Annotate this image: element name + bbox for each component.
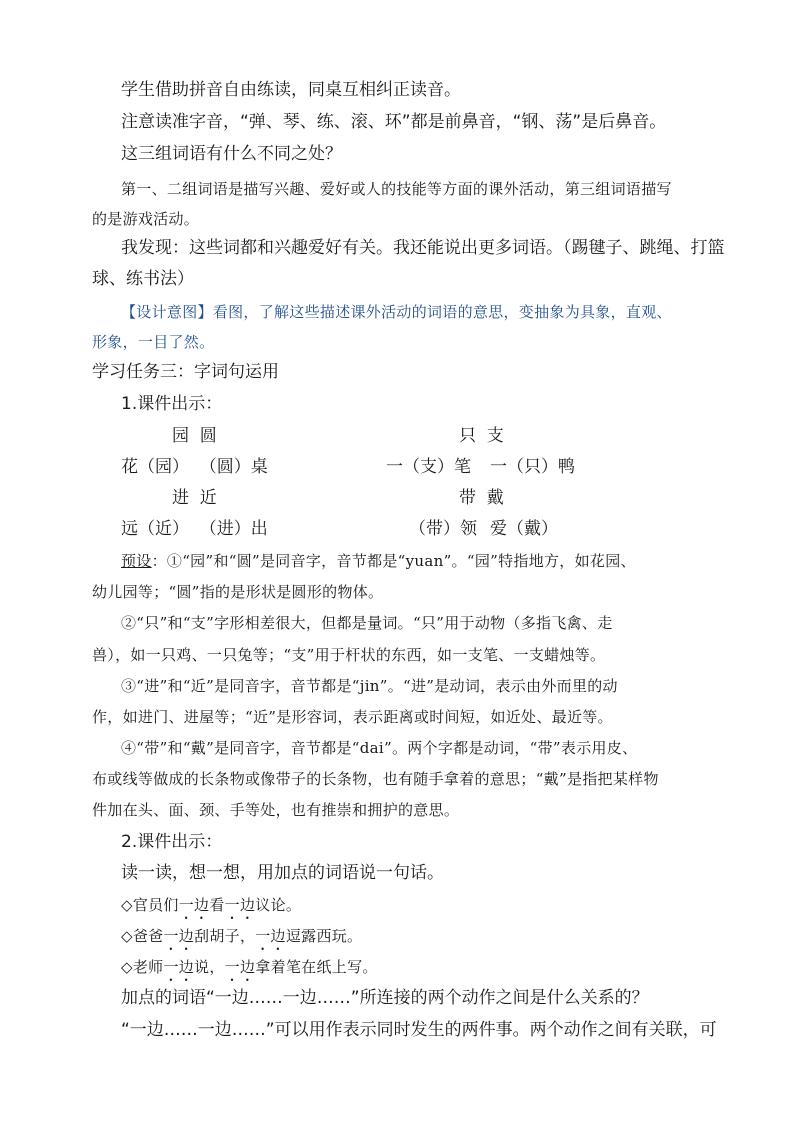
sentence-3-dotted-2: 一边 xyxy=(224,958,256,976)
design-intent-line-1: 【设计意图】看图，了解这些描述课外活动的词语的意思，变抽象为具象，直观、 xyxy=(121,303,672,321)
design-intent-line-2: 形象，一目了然。 xyxy=(92,333,215,351)
sentence-3-part-e: 拿着笔在纸上写。 xyxy=(255,958,378,976)
word-fill-dai-lead: （带）领 xyxy=(409,519,477,539)
sentence-2-dotted-2: 一边 xyxy=(255,927,286,945)
example-sentence-1 xyxy=(121,894,301,923)
sentence-3-dotted-1: 一边 xyxy=(163,958,195,976)
discovery-line-2: 球、练书法） xyxy=(92,269,194,289)
paragraph-pronunciation-note: 注意读准字音，“弹、琴、练、滚、环”都是前鼻音，“钢、荡”是后鼻音。 xyxy=(121,112,667,132)
example-sentence-2 xyxy=(121,925,362,954)
preset-line-9: 件加在头、面、颈、手等处，也有推崇和拥护的意思。 xyxy=(92,801,460,819)
word-fill-zhi-pen: 一（支）笔 xyxy=(386,457,471,477)
sentence-1-part-c: 看 xyxy=(209,896,225,914)
paragraph-reading-practice: 学生借助拼音自由练读，同桌互相纠正读音。 xyxy=(121,80,461,100)
sentence-1-part-a: ◇官员们 xyxy=(121,896,179,914)
section-heading-task-three: 学习任务三：字词句运用 xyxy=(92,362,279,382)
answer-line-2: 的是游戏活动。 xyxy=(92,210,200,228)
word-pair-dai: 带 戴 xyxy=(459,488,504,508)
discovery-line-1: 我发现：这些词都和兴趣爱好有关。我还能说出更多词语。（踢毽子、跳绳、打篮 xyxy=(121,238,725,258)
word-fill-zhi-duck: 一（只）鸭 xyxy=(490,457,575,477)
courseware-heading-1: 1.课件出示： xyxy=(121,394,223,414)
answer-line-1: 第一、二组词语是描写兴趣、爱好或人的技能等方面的课外活动，第三组词语描写 xyxy=(121,180,672,198)
preset-line-1-text: ：①“园”和“圆”是同音字，音节都是“yuan”。“园”特指地方，如花园、 xyxy=(151,552,636,570)
sentence-2-part-a: ◇爸爸 xyxy=(121,927,164,945)
reading-instruction: 读一读，想一想，用加点的词语说一句话。 xyxy=(121,863,444,883)
sentence-3-part-c: 说， xyxy=(194,958,225,976)
sentence-1-dotted-1: 一边 xyxy=(178,896,210,914)
word-pair-jin: 进 近 xyxy=(172,488,217,508)
word-pair-yuan: 园 圆 xyxy=(172,426,217,446)
preset-line-3: ②“只”和“支”字形相差很大，但都是量词。“只”用于动物（多指飞禽、走 xyxy=(121,614,613,632)
preset-label: 预设 xyxy=(121,552,152,570)
sentence-1-dotted-2: 一边 xyxy=(224,896,256,914)
question-relationship: 加点的词语“一边……一边……”所连接的两个动作之间是什么关系的？ xyxy=(121,988,649,1008)
sentence-3-part-a: ◇老师 xyxy=(121,958,164,976)
preset-line-1 xyxy=(121,550,636,572)
word-fill-jin: 远（近） （进）出 xyxy=(121,519,268,539)
preset-line-5: ③“进”和“近”是同音字，音节都是“jin”。“进”是动词，表示由外而里的动 xyxy=(121,677,618,695)
word-fill-yuan: 花（园） （圆）桌 xyxy=(121,457,268,477)
preset-line-2: 幼儿园等；“圆”指的是形状是圆形的物体。 xyxy=(92,583,384,601)
preset-line-7: ④“带”和“戴”是同音字，音节都是“dai”。两个字都是动词，“带”表示用皮、 xyxy=(121,739,638,757)
answer-relationship: “一边……一边……”可以用作表示同时发生的两件事。两个动作之间有关联，可 xyxy=(121,1020,717,1040)
sentence-2-part-e: 逗露西玩。 xyxy=(285,927,363,945)
preset-line-4: 兽），如一只鸡、一只兔等；“支”用于杆状的东西，如一支笔、一支蜡烛等。 xyxy=(92,646,606,664)
sentence-1-part-e: 议论。 xyxy=(255,896,302,914)
preset-line-6: 作，如进门、进屋等；“近”是形容词，表示距离或时间短，如近处、最近等。 xyxy=(92,708,613,726)
preset-line-8: 布或线等做成的长条物或像带子的长条物，也有随手拿着的意思；“戴”是指把某样物 xyxy=(92,770,659,788)
courseware-heading-2: 2.课件出示： xyxy=(121,832,223,852)
word-fill-dai-love: 爱（戴） xyxy=(490,519,558,539)
sentence-2-part-c: 刮胡子， xyxy=(194,927,256,945)
question-differences: 这三组词语有什么不同之处？ xyxy=(121,144,342,164)
sentence-2-dotted-1: 一边 xyxy=(163,927,195,945)
example-sentence-3 xyxy=(121,956,378,985)
word-pair-zhi: 只 支 xyxy=(459,426,504,446)
